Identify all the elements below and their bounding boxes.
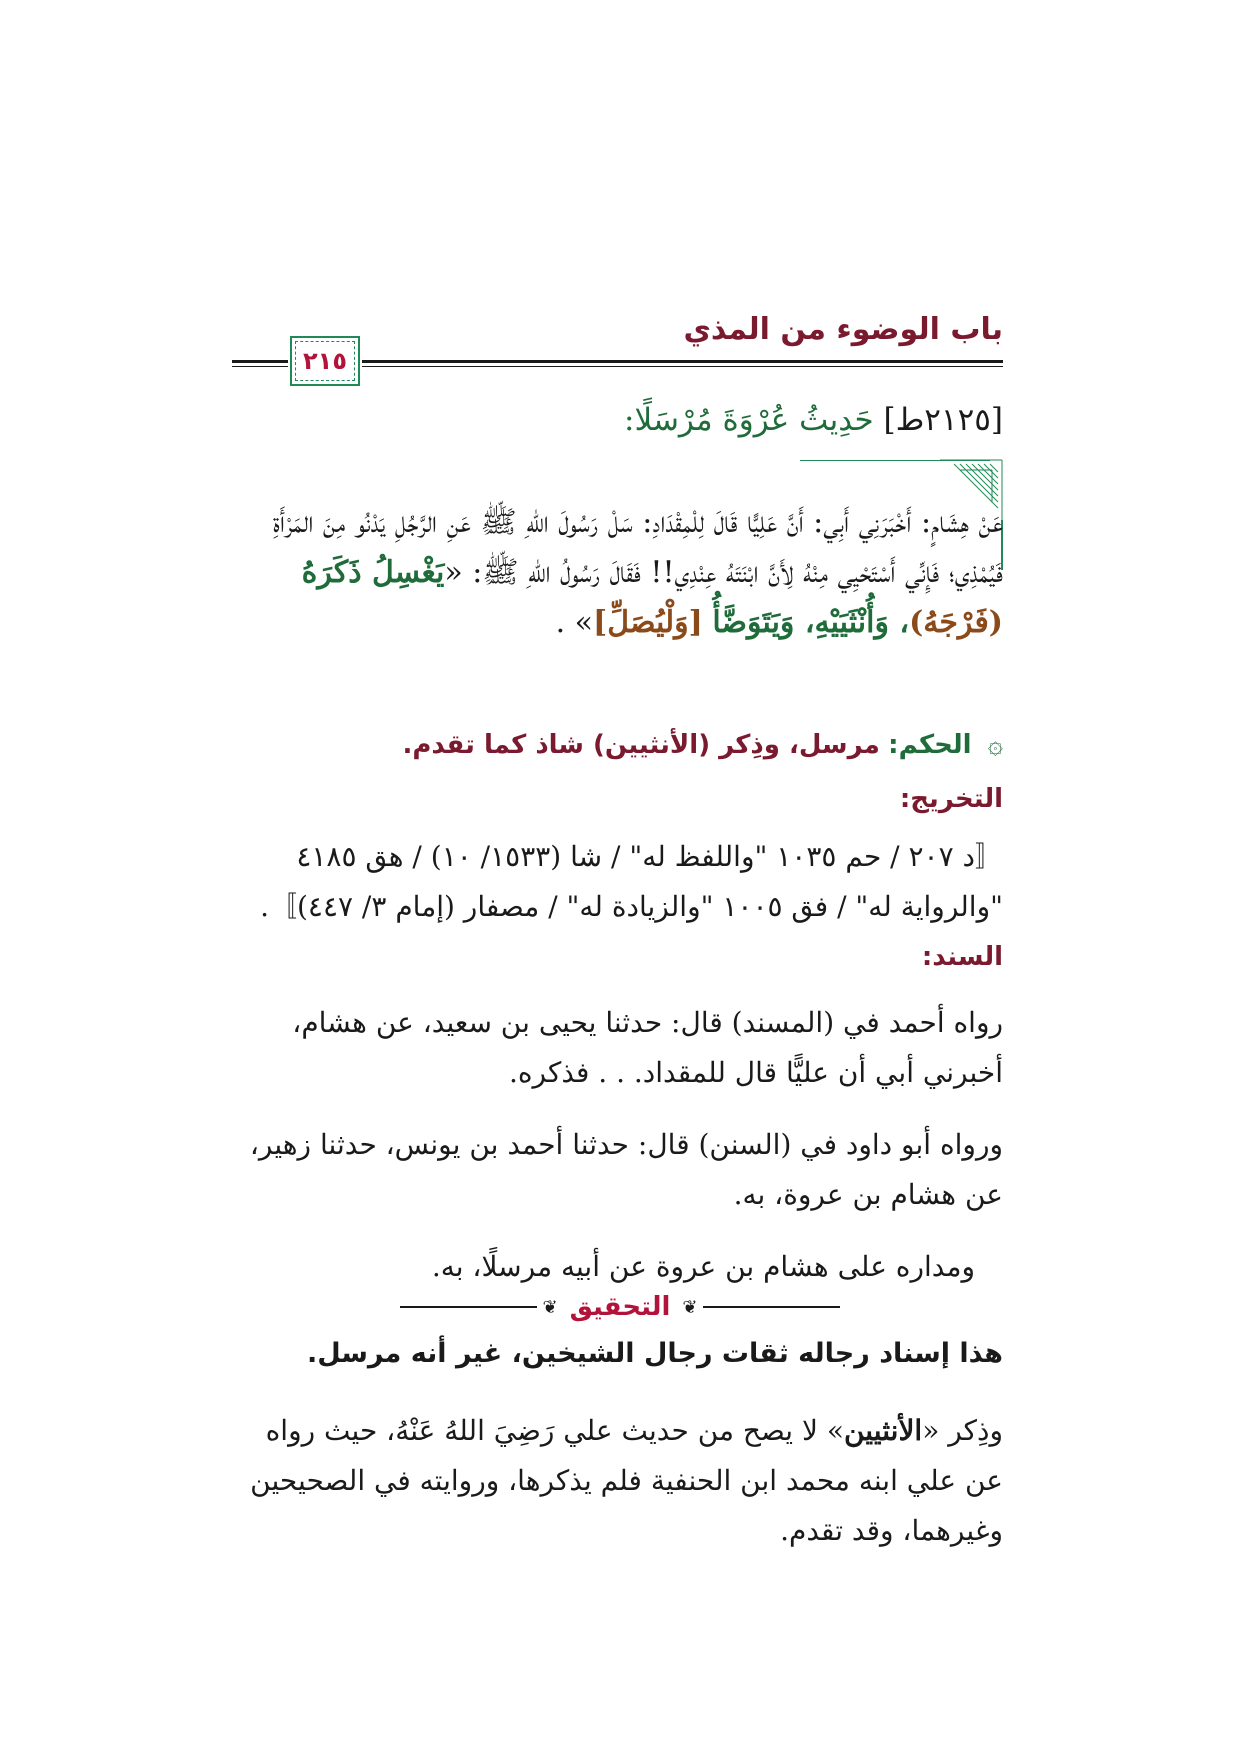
hadith-title: حَدِيثُ عُرْوَةَ مُرْسَلًا: [624, 402, 874, 438]
ornament-icon: ❦ [682, 1296, 698, 1318]
flower-icon: ۞ [987, 730, 1003, 760]
matn-addition: [وَلْيُصَلِّ] [593, 605, 703, 640]
ruling-text: مرسل، وذِكر (الأنثيين) شاذ كما تقدم. [402, 730, 880, 760]
sanad-paragraph: ومداره على هشام بن عروة عن أبيه مرسلًا، به. [431, 1250, 975, 1283]
sanad-para-2 [233, 1120, 1003, 1220]
sanad-label: السند: [921, 942, 1003, 972]
sanad-paragraph: ورواه أبو داود في (السنن) قال: حدثنا أحمد بن يونس، حدثنا زهير، عن هشام بن عروة، به. [249, 1128, 1003, 1211]
header-rule [362, 360, 1003, 363]
matn-bold: يَغْسِلُ ذَكَرَهُ [301, 555, 445, 590]
hadith-number: [٢١٢٥ط] [883, 402, 1003, 438]
sanad-para-3 [205, 1242, 975, 1292]
takhrij-paragraph: 〚د ٢٠٧ / حم ١٠٣٥ "واللفظ له" / شا (١٥٣٣/ ١٠) / هق ٤١٨٥ "والرواية له" / فق ١٠٠٥ "والزيادة له" / مصفار (إمام ٣/ ٤٤٧)〛. [260, 840, 1003, 923]
tahqiq-paragraph [233, 1406, 1003, 1556]
header-rule-left [232, 360, 288, 363]
matn-close: » . [555, 605, 594, 640]
sanad-paragraph: رواه أحمد في (المسند) قال: حدثنا يحيى بن سعيد، عن هشام، أخبرني أبي أن عليًّا قال للمقداد. . . فذكره. [292, 1006, 1003, 1089]
tahqiq-prefix: وذِكر « [922, 1414, 1003, 1447]
sanad-para-1 [233, 998, 1003, 1098]
page-number: ٢١٥ [303, 347, 347, 375]
matn-variant: (فَرْجَهُ) [909, 605, 1003, 640]
header-rule-thin [362, 366, 1003, 367]
tahqiq-divider [400, 1290, 840, 1324]
ruling-line [402, 730, 1003, 760]
tahqiq-verdict: هذا إسناد رجاله ثقات رجال الشيخين، غير أنه مرسل. [306, 1338, 1003, 1369]
divider-line [400, 1306, 537, 1308]
divider-line [703, 1306, 840, 1308]
ornament-icon: ❦ [542, 1296, 558, 1318]
tahqiq-label: التحقيق [569, 1292, 671, 1322]
takhrij-label: التخريج: [899, 784, 1003, 814]
tahqiq-rest: » لا يصح من حديث علي رَضِيَ اللهُ عَنْهُ، حيث رواه عن علي ابنه محمد ابن الحنفية فلم يذكرها، وروايته في الصحيحين وغيرهما، وقد تقدم. [250, 1414, 1003, 1547]
ruling-label: الحكم: [888, 730, 972, 760]
hadith-matn [233, 498, 1003, 648]
chapter-title: باب الوضوء من المذي [683, 312, 1003, 347]
header-rule-left-thin [232, 366, 288, 367]
matn-bold-2: ، وَأُنْثَيَيْهِ، وَيَتَوَضَّأُ [712, 605, 910, 640]
takhrij-text [233, 832, 1003, 932]
matn-text: عَنْ هِشَامٍ: أَخْبَرَنِي أَبِي: أَنَّ عَلِيًّا قَالَ لِلْمِقْدَادِ: سَلْ رَسُولَ اللهِ ﷺ عَنِ الرَّجُلِ يَدْنُو مِنَ المَرْأَةِ فَيُمْذِي؛ فَإِنِّي أَسْتَحْيِي مِنْهُ لِأَنَّ ابْنَتَهُ عِنْدِي!! فَقَالَ رَسُولُ اللهِ ﷺ: « [273, 505, 1003, 590]
tahqiq-bold-term: الأنثيين [843, 1414, 923, 1447]
page-number-badge [290, 336, 360, 386]
hadith-heading [624, 402, 1003, 438]
